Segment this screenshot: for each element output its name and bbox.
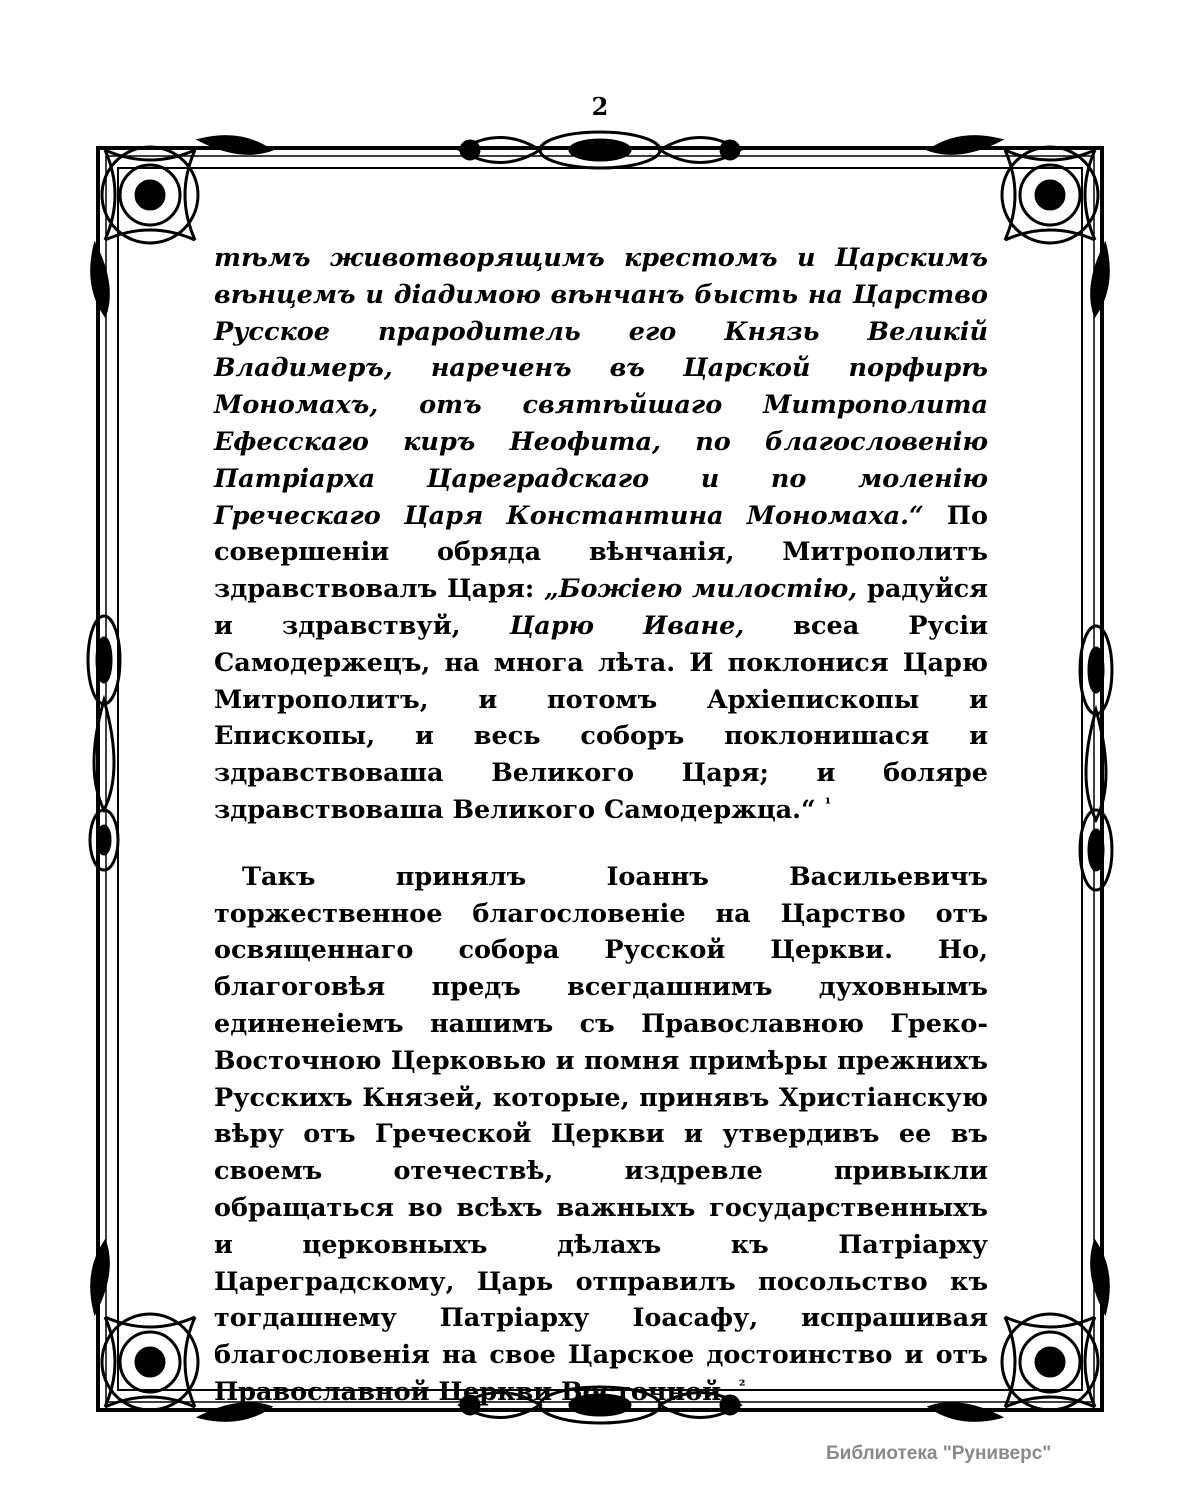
footnote-marker-1: ¹ [824, 794, 832, 813]
right-side-ornament [1080, 626, 1112, 890]
library-watermark: Библиотека "Руниверс" [826, 1443, 1052, 1464]
footnote-marker-2: ² [738, 1376, 746, 1395]
paragraph-2: Такъ принялъ Іоаннъ Васильевичъ торжественное благословеніе на Царство отъ освященнаго собора Русской Церкви. Но, благоговѣя предъ всегдашнимъ духовнымъ единенеіемъ нашимъ съ Православною Греко-Восточною Церковью и помня примѣры прежнихъ Русскихъ Князей, которые, принявъ Христіанскую вѣру отъ Греческой Церкви и утвердивъ ее въ своемъ отечествѣ, издревле привыкли обращаться во всѣхъ важныхъ государственныхъ и церковныхъ дѣлахъ къ Патріарху Цареградскому, Царь отправилъ посольство къ тогдашнему Патріарху Іоасафу, испрашивая благословенія на свое Царское достоинство и отъ Православной Церкви Восточной. $^{^2}$ [214, 861, 988, 1407]
text-body [214, 240, 988, 1411]
left-side-ornament [88, 616, 120, 870]
paragraph-1: тѣмъ животворящимъ крестомъ и Царскимъ вѣнцемъ и діадимою вѣнчанъ бысть на Царство Русское прародитель его Князь Великій Владимеръ, нареченъ въ Царской порфирѣ Мономахъ, отъ святѣйшаго Митрополита Ефесскаго киръ Неофита, по благословенію Патріарха Цареградскаго и по моленію Греческаго Царя Константина Мономаха.“ По совершеніи обряда вѣнчанія, Митрополитъ здравствовалъ Царя: „Божіею милостію, радуйся и здравствуй, Царю Иване, всеа Русіи Самодержецъ, на многа лѣта. И поклонися Царю Митрополитъ, и потомъ Архіепископы и Епископы, и весь соборъ поклонишася и здравствоваша Великого Царя; и боляре здравствоваша Великого Самодержца.“ $^{^1}$ [214, 243, 988, 825]
page-number: 2 [591, 92, 609, 121]
